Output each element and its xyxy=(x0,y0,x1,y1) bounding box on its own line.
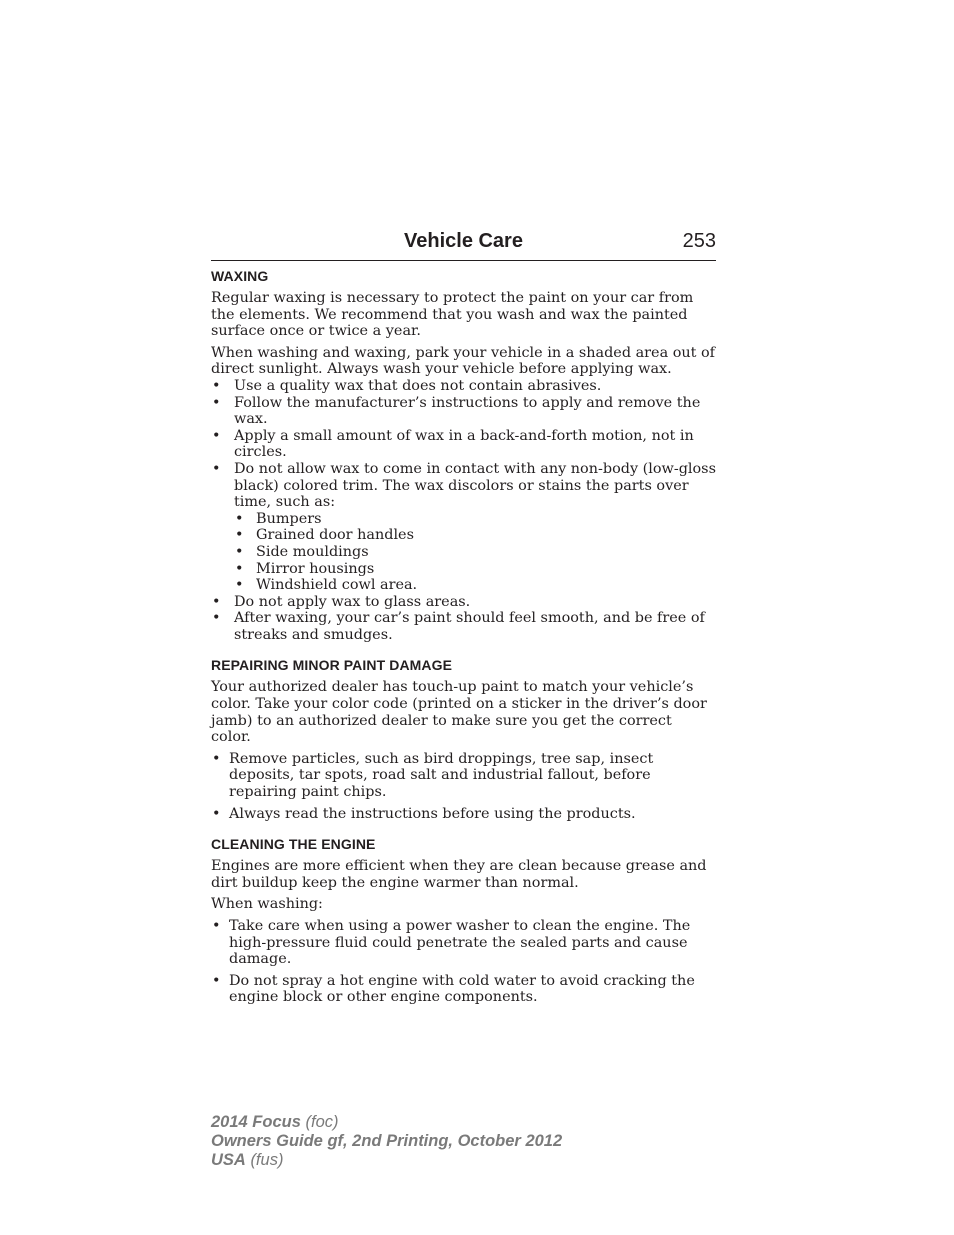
section-cleaning-engine xyxy=(211,836,716,1006)
paragraph: Engines are more efficient when they are clean because grease and dirt buildup keep the engine warmer than normal. xyxy=(211,858,707,891)
list-item-text: Do not allow wax to come in contact with any non-body (low-gloss black) colored trim. The wax discolors or stains the parts over time, such as: xyxy=(234,460,716,511)
section-waxing xyxy=(211,268,716,643)
paragraph: When washing and waxing, park your vehicle in a shaded area out of direct sunlight. Always wash your vehicle before applying wax. xyxy=(211,344,716,378)
page-footer xyxy=(211,1113,562,1170)
footer-line-model xyxy=(211,1113,562,1132)
footer-market: USA xyxy=(211,1151,246,1169)
list-item: • Apply a small amount of wax in a back-and-forth motion, not in circles. xyxy=(211,428,716,461)
page-content xyxy=(211,268,716,1011)
page-title: Vehicle Care xyxy=(404,230,523,252)
paragraph: When washing: xyxy=(211,896,323,913)
list-item: • Do not spray a hot engine with cold water to avoid cracking the engine block or other engine components. xyxy=(211,973,716,1006)
sub-list-item: • Side mouldings xyxy=(234,544,716,561)
footer-model-code: (foc) xyxy=(305,1113,339,1131)
list-item: • After waxing, your car’s paint should feel smooth, and be free of streaks and smudges. xyxy=(211,610,716,643)
list-item: • Use a quality wax that does not contain abrasives. xyxy=(211,378,716,395)
footer-guide: Owners Guide gf, 2nd Printing, October 2012 xyxy=(211,1132,563,1150)
footer-line-guide xyxy=(211,1132,562,1151)
paragraph: Your authorized dealer has touch-up paint to match your vehicle’s color. Take your color code (printed on a sticker in the driver’s door jamb) to an authorized dealer to make sure you get the correct color. xyxy=(211,679,707,746)
section-heading-cleaning-engine: CLEANING THE ENGINE xyxy=(211,836,376,853)
sub-list-item: • Mirror housings xyxy=(234,561,716,578)
list-item: • Remove particles, such as bird droppings, tree sap, insect deposits, tar spots, road salt and industrial fallout, before repairing paint chips. xyxy=(211,751,716,801)
page-number: 253 xyxy=(682,230,716,252)
sub-list-item: • Grained door handles xyxy=(234,527,716,544)
page-header xyxy=(211,228,716,261)
footer-line-market xyxy=(211,1151,562,1170)
list-item xyxy=(211,461,716,594)
footer-market-code: (fus) xyxy=(250,1151,284,1169)
list-item: • Do not apply wax to glass areas. xyxy=(211,594,716,611)
list-item: • Take care when using a power washer to clean the engine. The high-pressure fluid could penetrate the sealed parts and cause damage. xyxy=(211,918,716,968)
footer-model: 2014 Focus xyxy=(211,1113,301,1131)
paragraph: Regular waxing is necessary to protect the paint on your car from the elements. We recommend that you wash and wax the painted surface once or twice a year. xyxy=(211,290,694,340)
list-item: • Always read the instructions before using the products. xyxy=(211,806,716,823)
sub-list-item: • Windshield cowl area. xyxy=(234,577,716,594)
section-heading-waxing: WAXING xyxy=(211,268,269,284)
bullet-list xyxy=(211,378,716,644)
list-item: • Follow the manufacturer’s instructions to apply and remove the wax. xyxy=(211,395,716,428)
sub-list-item: • Bumpers xyxy=(234,511,716,528)
sub-bullet-list xyxy=(234,511,716,594)
bullet-list xyxy=(211,918,716,1006)
section-heading-repairing-paint: REPAIRING MINOR PAINT DAMAGE xyxy=(211,657,453,674)
section-repairing-paint xyxy=(211,657,716,822)
bullet-list xyxy=(211,751,716,822)
